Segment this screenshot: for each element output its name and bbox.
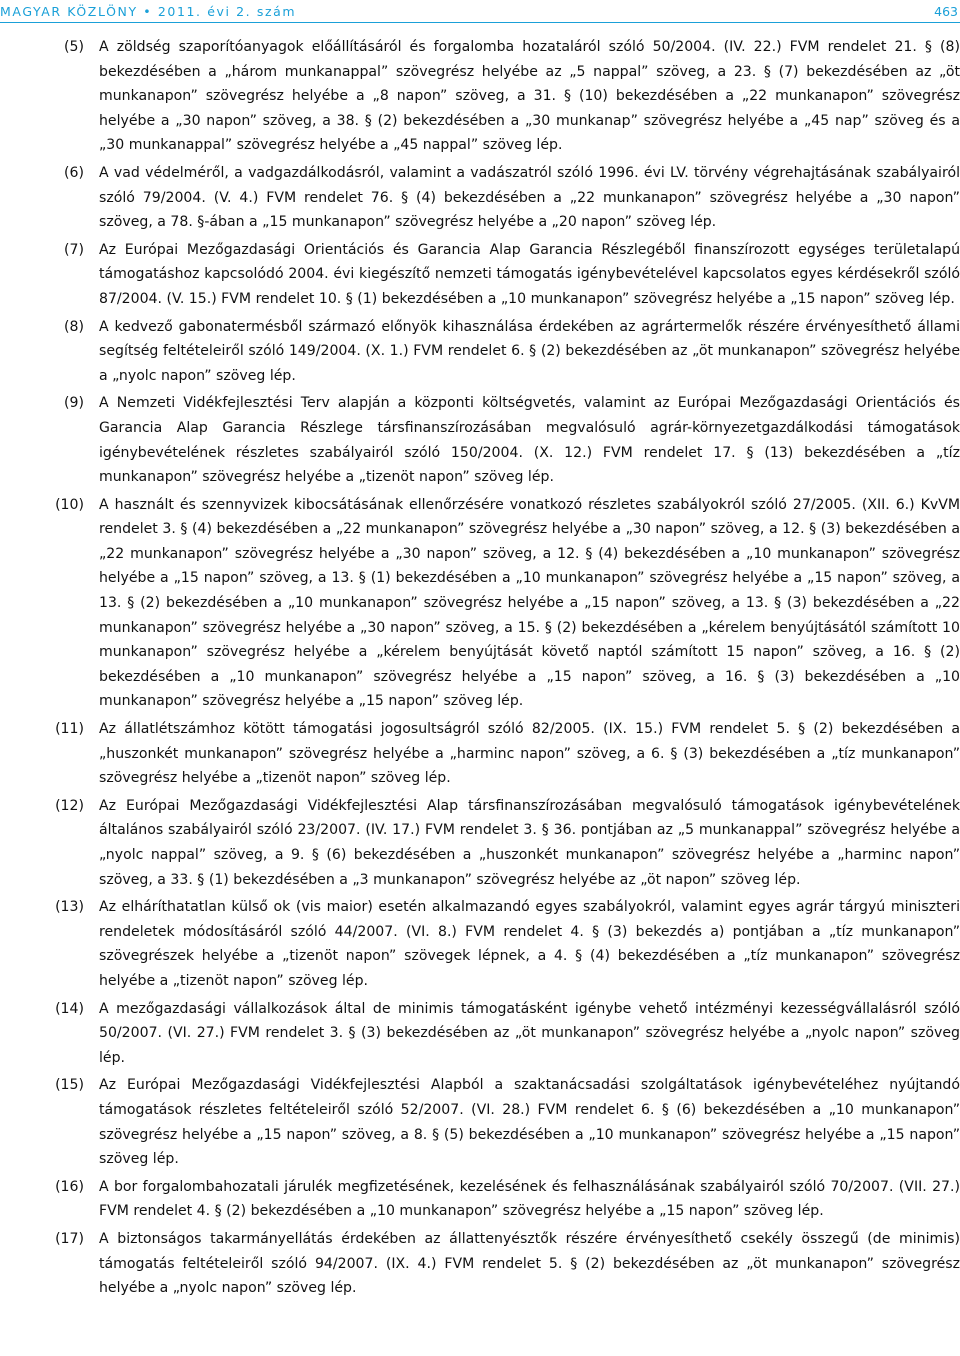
page-number: 463 xyxy=(934,4,958,19)
item-number: (15) xyxy=(55,1077,84,1094)
list-item xyxy=(0,238,960,312)
header-divider xyxy=(0,22,960,23)
list-item xyxy=(0,35,960,158)
item-number: (14) xyxy=(55,1000,84,1017)
item-text: A használt és szennyvizek kibocsátásának ellenőrzésére vonatkozó részletes szabályokról szóló 27/2005. (XII. 6.) KvVM rendelet 3. § (4) bekezdésében a „22 munkanapon” szövegrész helyébe a „30 napon” szöveg, a 12. § (3) bekezdésében a „22 munkanapon” szövegrész helyébe a „30 napon” szöveg, a 12. § (4) bekezdésében a „10 munkanapon” szövegrész helyébe a „15 napon” szöveg, a 13. § (1) bekezdésében a „10 munkanapon” szövegrész helyébe a „15 napon” szöveg, a 13. § (2) bekezdésében a „10 munkanapon” szövegrész helyébe a „15 napon” szöveg, a 13. § (3) bekezdésében a „22 munkanapon” szövegrész helyébe a „30 napon” szöveg, a 15. § (2) bekezdésében a „kérelem benyújtásától számított 10 munkanapon” szövegrész helyébe a „kérelem benyújtását követő naptól számított 15 napon” szöveg, a 16. § (2) bekezdésében a „10 munkanapon” szövegrész helyébe a „15 napon” szöveg, a 16. § (3) bekezdésében a „10 munkanapon” szövegrész helyébe a „15 napon” szöveg lép. xyxy=(99,496,960,710)
list-item xyxy=(0,1073,960,1171)
item-text: A bor forgalombahozatali járulék megfizetésének, kezelésének és felhasználásának szabályairól szóló 70/2007. (VII. 27.) FVM rendelet 4. § (2) bekezdésében a „10 munkanapon” szövegrész helyébe a „15 napon” szöveg lép. xyxy=(99,1178,960,1220)
item-text: A zöldség szaporítóanyagok előállításáról és forgalomba hozataláról szóló 50/2004. (IV. 22.) FVM rendelet 21. § (8) bekezdésében a „három munkanappal” szövegrész helyébe az „5 nappal” szöveg, a 23. § (7) bekezdésében az „öt munkanapon” szövegrész helyébe a „8 napon” szöveg, a 31. § (10) bekezdésében a „22 munkanapon” szövegrész helyébe a „30 napon” szöveg, a 38. § (2) bekezdésében a „30 munkanap” szövegrész helyébe a „45 nap” szöveg és a „30 munkanappal” szövegrész helyébe a „45 nappal” szöveg lép. xyxy=(99,39,960,154)
item-number: (7) xyxy=(64,241,84,258)
item-text: A kedvező gabonatermésből származó előnyök kihasználása érdekében az agrártermelők részére érvényesíthető állami segítség feltételeiről szóló 149/2004. (X. 1.) FVM rendelet 6. § (2) bekezdésében az „öt munkanapon” szövegrész helyébe a „nyolc napon” szöveg lép. xyxy=(99,318,960,384)
list-item xyxy=(0,1227,960,1301)
list-item xyxy=(0,161,960,235)
item-number: (8) xyxy=(64,318,84,335)
item-number: (5) xyxy=(64,39,84,55)
item-text: A biztonságos takarmányellátás érdekében az állattenyésztők részére érvényesíthető csekély összegű (de minimis) támogatás feltételeiről szóló 94/2007. (IX. 4.) FVM rendelet 5. § (2) bekezdésében az „öt munkanapon” szövegrész helyébe a „nyolc napon” szöveg lép. xyxy=(99,1230,960,1297)
item-number: (17) xyxy=(55,1230,84,1247)
item-number: (12) xyxy=(55,797,84,814)
list-item xyxy=(0,391,960,489)
item-number: (13) xyxy=(55,899,84,916)
list-item xyxy=(0,717,960,791)
item-number: (9) xyxy=(64,395,84,412)
item-number: (11) xyxy=(55,721,84,738)
item-text: Az Európai Mezőgazdasági Vidékfejlesztési Alapból a szaktanácsadási szolgáltatások igénybevételéhez nyújtandó támogatások részletes feltételeiről szóló 52/2007. (VI. 28.) FVM rendelet 6. § (6) bekezdésében a „10 munkanapon” szövegrész helyébe a „15 napon” szöveg, a 8. § (5) bekezdésében a „10 munkanapon” szövegrész helyébe a „15 napon” szöveg lép. xyxy=(99,1077,960,1168)
item-text: Az állatlétszámhoz kötött támogatási jogosultságról szóló 82/2005. (IX. 15.) FVM rendelet 5. § (2) bekezdésében a „huszonkét munkanapon” szövegrész helyébe a „harminc napon” szöveg, a 6. § (3) bekezdésében a „tíz munkanapon” szövegrész helyébe a „tizenöt napon” szöveg lép. xyxy=(99,721,960,787)
list-item xyxy=(0,1175,960,1224)
item-text: A mezőgazdasági vállalkozások által de minimis támogatásként igénybe vehető intézményi kezességvállalásról szóló 50/2007. (VI. 27.) FVM rendelet 3. § (3) bekezdésében az „öt munkanapon” szövegrész helyébe a „nyolc napon” szöveg lép. xyxy=(99,1000,960,1066)
item-number: (10) xyxy=(55,496,84,513)
item-text: Az Európai Mezőgazdasági Vidékfejlesztési Alap társfinanszírozásában megvalósuló támogatások igénybevételének általános szabályairól szóló 23/2007. (IV. 17.) FVM rendelet 3. § 36. pontjában az „5 munkanappal” szövegrész helyébe a „nyolc nappal” szöveg, a 9. § (6) bekezdésében a „huszonkét munkanapon” szövegrész helyébe a „harminc napon” szöveg, a 33. § (1) bekezdésében a „3 munkanapon” szövegrész helyébe az „öt napon” szöveg lép. xyxy=(99,797,960,888)
item-number: (6) xyxy=(64,164,84,181)
page-header xyxy=(0,0,960,24)
item-text: A vad védelméről, a vadgazdálkodásról, valamint a vadászatról szóló 1996. évi LV. törvény végrehajtásának szabályairól szóló 79/2004. (V. 4.) FVM rendelet 76. § (4) bekezdésében a „22 munkanapon” szövegrész helyébe a „30 napon” szöveg, a 78. §-ában a „15 munkanapon” szövegrész helyébe a „20 napon” szöveg lép. xyxy=(99,164,960,231)
journal-title: MAGYAR KÖZLÖNY • 2011. évi 2. szám xyxy=(0,4,297,19)
list-item xyxy=(0,997,960,1071)
item-number: (16) xyxy=(55,1178,84,1195)
list-item xyxy=(0,895,960,993)
list-item xyxy=(0,493,960,714)
item-text: Az Európai Mezőgazdasági Orientációs és Garancia Alap Garancia Részlegéből finanszírozott egységes területalapú támogatáshoz kapcsolódó 2004. évi kiegészítő nemzeti támogatás igénybevételével kapcsolatos egyes kérdésekről szóló 87/2004. (V. 15.) FVM rendelet 10. § (1) bekezdésében a „10 munkanapon” szövegrész helyébe a „15 napon” szöveg lép. xyxy=(99,241,960,307)
paragraph-list xyxy=(0,35,960,1304)
item-text: Az elháríthatatlan külső ok (vis maior) esetén alkalmazandó egyes szabályokról, valamint egyes agrár tárgyú miniszteri rendeletek módosításáról szóló 44/2007. (VI. 8.) FVM rendelet 4. § (3) bekezdés a) pontjában a „tíz munkanapon” szövegrészek helyébe a „tizenöt napon” szövegek lépnek, a 4. § (4) bekezdésében a „tíz munkanapon” szövegrész helyébe a „tizenöt napon” szöveg lép. xyxy=(99,899,960,989)
list-item xyxy=(0,315,960,389)
list-item xyxy=(0,794,960,892)
item-text: A Nemzeti Vidékfejlesztési Terv alapján a központi költségvetés, valamint az Európai Mezőgazdasági Orientációs és Garancia Alap Garancia Részlege társfinanszírozásában megvalósuló agrár-környezetgazdálkodási támogatások igénybevételének részletes szabályairól szóló 150/2004. (X. 12.) FVM rendelet 17. § (13) bekezdésében a „tíz munkanapon” szövegrész helyébe a „tizenöt napon” szöveg lép. xyxy=(99,395,960,486)
